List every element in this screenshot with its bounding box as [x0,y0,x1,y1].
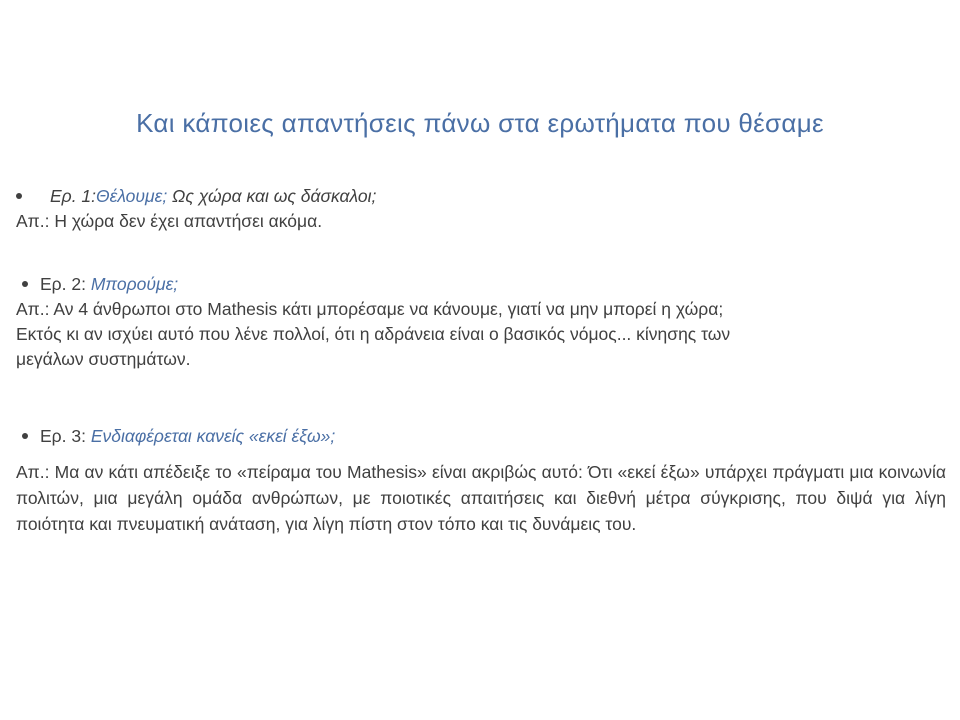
question-2-block [16,272,946,372]
answer-3: Απ.: Μα αν κάτι απέδειξε το «πείραμα του Mathesis» είναι ακριβώς αυτό: Ότι «εκεί έξω» υπάρχει πράγματι μια κοινωνία πολιτών, μια μεγάλη ομάδα ανθρώπων, με ποιοτικές απαιτήσεις και διεθνή μέτρα σύγκρισης, που διψά για λίγη ποιότητα και πνευματική ανάταση, για λίγη πίστη στον τόπο και τις δυνάμεις του. [16,462,946,534]
question-2-accent: Μπορούμε; [90,274,179,294]
question-3-accent: Ενδιαφέρεται κανείς «εκεί έξω»; [90,426,336,446]
question-3-block [16,424,946,537]
bullet-icon [22,433,28,439]
question-1-accent: Θέλουμε; [96,186,168,206]
question-1-rest: Ως χώρα και ως δάσκαλοι; [167,186,377,206]
question-2 [16,272,946,297]
question-3 [16,424,946,449]
answer-2-line-1: Απ.: Αν 4 άνθρωποι στο Mathesis κάτι μπορέσαμε να κάνουμε, γιατί να μην μπορεί η χώρα; [16,299,724,319]
slide-title: Και κάποιες απαντήσεις πάνω στα ερωτήματα που θέσαμε [136,108,824,138]
question-1 [16,184,946,209]
bullet-icon [22,281,28,287]
question-1-block [16,184,946,234]
question-2-label: Ερ. 2: [40,274,91,294]
question-1-label: Ερ. 1: [50,186,97,206]
answer-2-line-3: μεγάλων συστημάτων. [16,349,191,369]
question-3-label: Ερ. 3: [40,426,91,446]
answer-2-line-2: Εκτός κι αν ισχύει αυτό που λένε πολλοί, ότι η αδράνεια είναι ο βασικός νόμος... κίνησης των [16,324,731,344]
bullet-icon [16,193,22,199]
answer-1: Απ.: Η χώρα δεν έχει απαντήσει ακόμα. [16,211,323,231]
